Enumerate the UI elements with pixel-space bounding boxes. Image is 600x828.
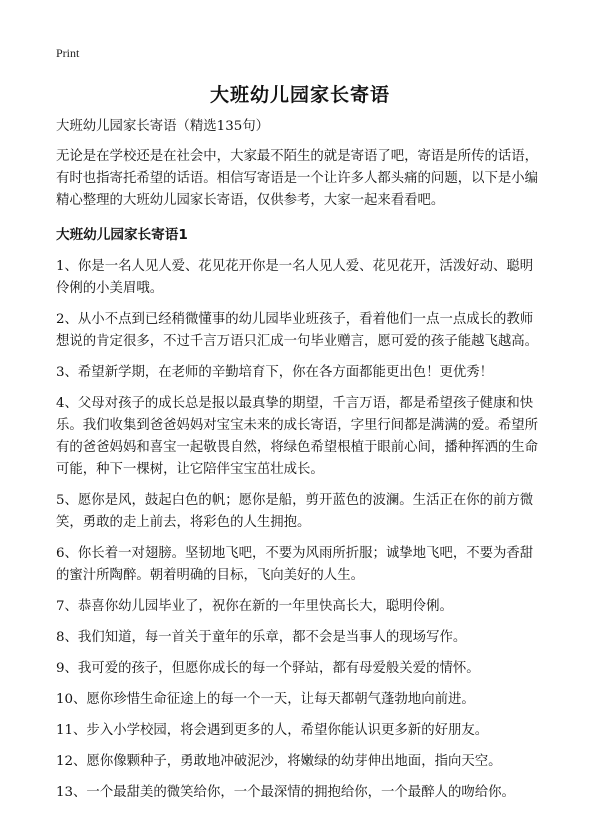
section-heading: 大班幼儿园家长寄语1 bbox=[56, 227, 188, 243]
article-body bbox=[56, 116, 546, 813]
list-item: 9、我可爱的孩子，但愿你成长的每一个驿站，都有母爱般关爱的情怀。 bbox=[56, 661, 480, 676]
intro-paragraph: 无论是在学校还是在社会中，大家最不陌生的就是寄语了吧，寄语是所传的话语，有时也指寄托希望的话语。相信写寄语是一个让许多人都头痛的问题，以下是小编精心整理的大班幼儿园家长寄语，仅供参考，大家一起来看看吧。 bbox=[56, 149, 539, 208]
list-item: 2、从小不点到已经稍微懂事的幼儿园毕业班孩子，看着他们一点一点成长的教师想说的肯定很多，不过千言万语只汇成一句毕业赠言，愿可爱的孩子能越飞越高。 bbox=[56, 312, 539, 349]
list-item: 12、愿你像颗种子，勇敢地冲破泥沙，将嫩绿的幼芽伸出地面，指向天空。 bbox=[56, 754, 502, 769]
list-item: 3、希望新学期，在老师的辛勤培育下，你在各方面都能更出色！更优秀！ bbox=[56, 365, 494, 380]
message-list bbox=[56, 256, 546, 804]
article-subtitle: 大班幼儿园家长寄语（精选135句） bbox=[56, 119, 270, 134]
list-item: 11、步入小学校园，将会遇到更多的人，希望你能认识更多新的好朋友。 bbox=[56, 723, 489, 738]
list-item: 8、我们知道，每一首关于童年的乐章，都不会是当事人的现场写作。 bbox=[56, 630, 467, 645]
list-item: 4、父母对孩子的成长总是报以最真挚的期望，千言万语，都是希望孩子健康和快乐。我们收集到爸爸妈妈对宝宝未来的成长寄语，字里行间都是满满的爱。希望所有的爸爸妈妈和喜宝一起敬畏自然，将绿色希望根植于眼前心间，播种挥洒的生命可能，种下一棵树，让它陪伴宝宝茁壮成长。 bbox=[56, 396, 539, 477]
print-link[interactable]: Print bbox=[56, 46, 80, 60]
list-item: 7、恭喜你幼儿园毕业了，祝你在新的一年里快高长大，聪明伶俐。 bbox=[56, 599, 453, 614]
page-title: 大班幼儿园家长寄语 bbox=[209, 84, 390, 106]
list-item: 13、一个最甜美的微笑给你，一个最深情的拥抱给你，一个最醉人的吻给你。 bbox=[56, 785, 515, 800]
list-item: 10、愿你珍惜生命征途上的每一个一天，让每天都朝气蓬勃地向前进。 bbox=[56, 692, 475, 707]
list-item: 6、你长着一对翅膀。坚韧地飞吧，不要为风雨所折服；诚挚地飞吧，不要为香甜的蜜汁所陶醉。朝着明确的目标，飞向美好的人生。 bbox=[56, 546, 534, 583]
list-item: 1、你是一名人见人爱、花见花开你是一名人见人爱、花见花开，活泼好动、聪明伶俐的小美眉哦。 bbox=[56, 259, 534, 296]
list-item: 5、愿你是风，鼓起白色的帆；愿你是船，剪开蓝色的波澜。生活正在你的前方微笑，勇敢的走上前去，将彩色的人生拥抱。 bbox=[56, 493, 534, 530]
